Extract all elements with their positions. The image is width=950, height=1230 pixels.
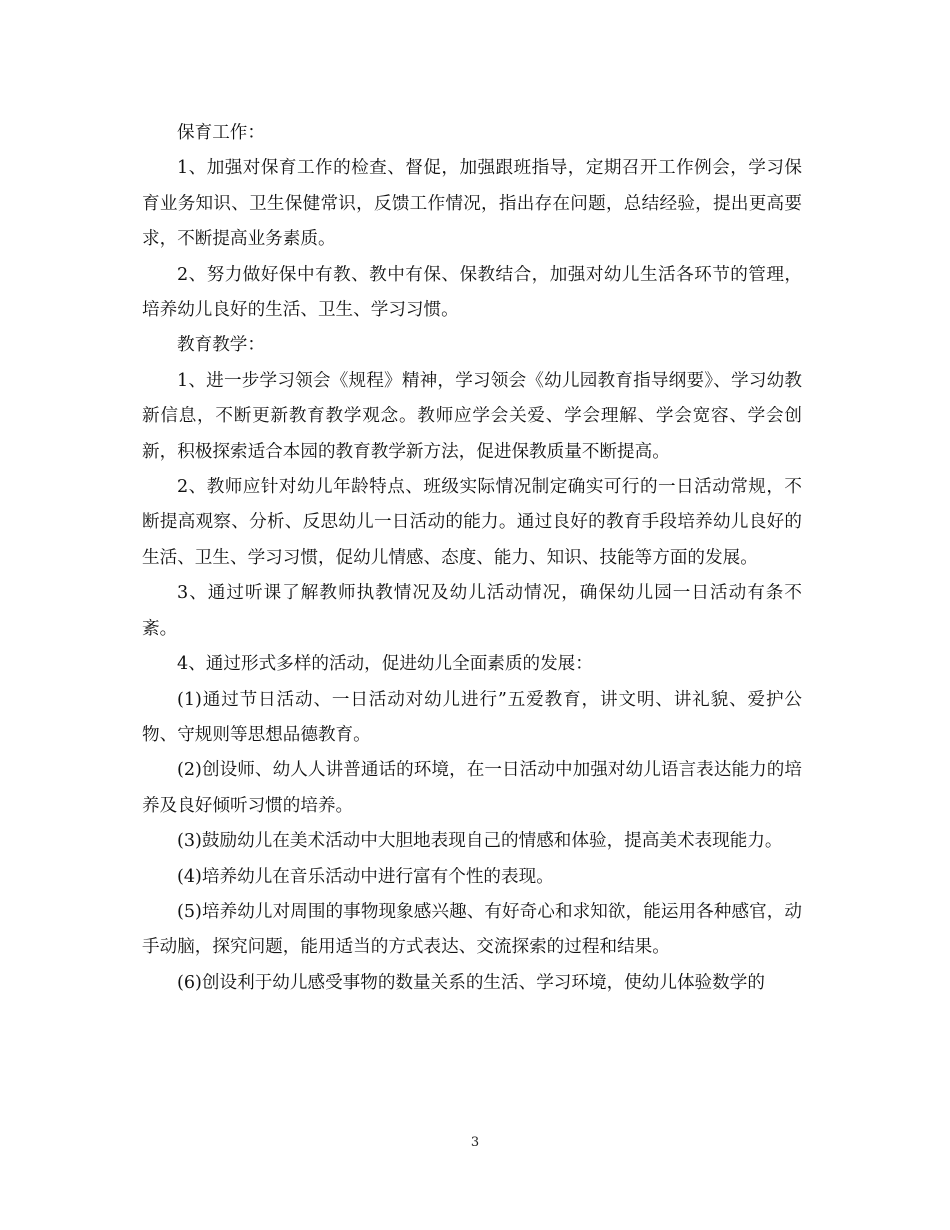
paragraph: 1、加强对保育工作的检查、督促，加强跟班指导，定期召开工作例会，学习保育业务知识、卫生保健常识，反馈工作情况，指出存在问题，总结经验，提出更高要求，不断提高业务素质。	[142, 158, 802, 250]
paragraph: 3、通过听课了解教师执教情况及幼儿活动情况，确保幼儿园一日活动有条不紊。	[142, 583, 802, 639]
paragraph: (4)培养幼儿在音乐活动中进行富有个性的表现。	[177, 866, 554, 887]
paragraph: (3)鼓励幼儿在美术活动中大胆地表现自己的情感和体验，提高美术表现能力。	[177, 831, 783, 852]
paragraph: 4、通过形式多样的活动，促进幼儿全面素质的发展：	[177, 654, 593, 675]
paragraph: 1、进一步学习领会《规程》精神，学习领会《幼儿园教育指导纲要》、学习幼教新信息，不断更新教育教学观念。教师应学会关爱、学会理解、学会宽容、学会创新，积极探索适合本园的教育教学新方法，促进保教质量不断提高。	[142, 370, 802, 462]
paragraph: 2、教师应针对幼儿年龄特点、班级实际情况制定确实可行的一日活动常规，不断提高观察、分析、反思幼儿一日活动的能力。通过良好的教育手段培养幼儿良好的生活、卫生、学习习惯，促幼儿情感、态度、能力、知识、技能等方面的发展。	[142, 477, 802, 568]
section-heading-education: 教育教学：	[177, 335, 265, 356]
document-body	[142, 116, 802, 1001]
paragraph: (1)通过节日活动、一日活动对幼儿进行”五爱教育，讲文明、讲礼貌、爱护公物、守规则等思想品德教育。	[142, 689, 802, 745]
paragraph: (2)创设师、幼人人讲普通话的环境，在一日活动中加强对幼儿语言表达能力的培养及良好倾听习惯的培养。	[142, 760, 802, 816]
page-number: 3	[470, 1135, 480, 1150]
section-heading-childcare: 保育工作：	[177, 123, 265, 143]
paragraph: (5)培养幼儿对周围的事物现象感兴趣、有好奇心和求知欲，能运用各种感官，动手动脑，探究问题，能用适当的方式表达、交流探索的过程和结果。	[142, 901, 802, 958]
paragraph: (6)创设利于幼儿感受事物的数量关系的生活、学习环境，使幼儿体验数学的	[177, 972, 765, 993]
paragraph: 2、努力做好保中有教、教中有保、保教结合，加强对幼儿生活各环节的管理，培养幼儿良好的生活、卫生、学习习惯。	[142, 264, 802, 321]
